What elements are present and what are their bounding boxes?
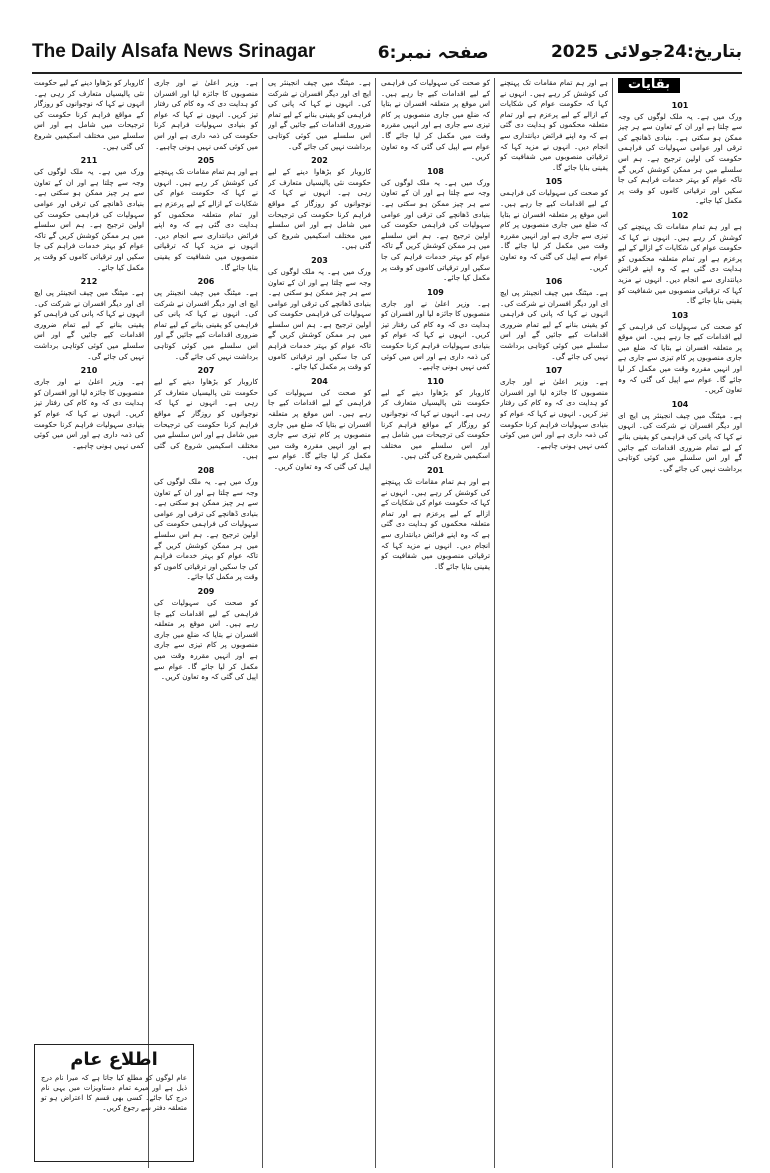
article-number: 203 <box>311 255 328 265</box>
column-divider <box>494 78 495 1168</box>
article-text: کو صحت کی سہولیات کی فراہمی کے لیے اقدامات کیے جا رہے ہیں۔ اس موقع پر متعلقہ افسران نے بتایا کہ ضلع میں جاری منصوبوں پر کام تیزی سے جاری ہے اور انہیں مقررہ وقت میں مکمل کر لیا جائے گا۔ عوام سے اپیل کی گئی کہ وہ تعاون کریں۔ <box>268 387 371 471</box>
article-text: ہے۔ وزیر اعلیٰ نے اور جاری منصوبوں کا جائزہ لیا اور افسران کو ہدایت دی کہ وہ کام کی رفتار تیز کریں۔ انہوں نے کہا کہ عوام کو بنیادی سہولیات فراہم کرنا حکومت کی ذمہ داری ہے اور اس میں کوئی کمی نہیں ہونی چاہیے۔ <box>381 298 490 372</box>
article-text: کاروبار کو بڑھاوا دینے کے لیے حکومت نئی پالیسیاں متعارف کر رہی ہے۔ انہوں نے کہا کہ نوجوانوں کو روزگار کے مواقع فراہم کرنا حکومت کی ترجیحات میں شامل ہے اور اس سلسلے میں مختلف اسکیمیں شروع کی گئی ہیں۔ <box>154 377 258 461</box>
column-divider <box>148 78 149 1168</box>
article-number: 201 <box>427 466 444 475</box>
article-text: کو صحت کی سہولیات کی فراہمی کے لیے اقدامات کیے جا رہے ہیں۔ اس موقع پر متعلقہ افسران نے بتایا کہ ضلع میں جاری منصوبوں پر کام تیزی سے جاری ہے اور انہیں مقررہ وقت میں مکمل کر لیا جائے گا۔ عوام سے اپیل کی گئی کہ وہ تعاون کریں۔ <box>618 321 742 395</box>
article-text: کاروبار کو بڑھاوا دینے کے لیے حکومت نئی پالیسیاں متعارف کر رہی ہے۔ انہوں نے کہا کہ نوجوانوں کو روزگار کے مواقع فراہم کرنا حکومت کی ترجیحات میں شامل ہے اور اس سلسلے میں مختلف اسکیمیں شروع کی گئی ہیں۔ <box>381 387 490 461</box>
masthead <box>32 32 742 74</box>
article-text: ورک میں ہے۔ یہ ملک لوگوں کی وجہ سے چلتا ہے اور ان کے تعاون سے ہر چیز ممکن ہو سکتی ہے۔ بنیادی ڈھانچے کی ترقی اور عوامی سہولیات کی فراہمی حکومت کی اولین ترجیح ہے۔ ہم اس سلسلے میں ہر ممکن کوشش کریں گے تاکہ عوام کو بہتر خدمات فراہم کی جا سکیں اور ترقیاتی کاموں کو وقت پر مکمل کیا جائے۔ <box>34 167 144 272</box>
article-number: 110 <box>427 376 444 386</box>
column-divider <box>375 78 376 1168</box>
article-text: ہے اور ہم تمام مقامات تک پہنچنے کی کوشش کر رہے ہیں۔ انہوں نے کہا کہ حکومت عوام کی شکایات کے ازالے کے لیے پرعزم ہے اور تمام متعلقہ محکموں کو ہدایت دی گئی ہے کہ وہ اپنے فرائض دیانتداری سے انجام دیں۔ انہوں نے مزید کہا کہ ترقیاتی منصوبوں میں شفافیت کو یقینی بنایا جائے گا۔ <box>154 167 258 272</box>
public-notice-text: عام لوگوں کو مطلع کیا جاتا ہے کہ میرا نام درج ذیل ہے اور میرے تمام دستاویزات میں یہی نام درج کیا جائے۔ کسی بھی قسم کا اعتراض ہو تو متعلقہ دفتر سے رجوع کریں۔ <box>41 1074 187 1112</box>
article-text: ہے۔ میٹنگ میں چیف انجینئر پی ایچ ای اور دیگر افسران نے شرکت کی۔ انہوں نے کہا کہ پانی کی فراہمی کو یقینی بنانے کے لیے تمام ضروری اقدامات کیے جائیں گے اور اس سلسلے میں کوئی کوتاہی برداشت نہیں کی جائے گی۔ <box>34 288 144 361</box>
article-number: 207 <box>197 366 215 376</box>
section-heading-baqiyat: بقایات <box>618 78 680 93</box>
article-text: ہے اور ہم تمام مقامات تک پہنچنے کی کوشش کر رہے ہیں۔ انہوں نے کہا کہ حکومت عوام کی شکایات کے ازالے کے لیے پرعزم ہے اور تمام متعلقہ محکموں کو ہدایت دی گئی ہے کہ وہ اپنے فرائض دیانتداری سے انجام دیں۔ انہوں نے مزید کہا کہ ترقیاتی منصوبوں میں شفافیت کو یقینی بنایا جائے گا۔ <box>381 477 490 571</box>
column-divider <box>612 78 613 1168</box>
article-text: ورک میں ہے۔ یہ ملک لوگوں کی وجہ سے چلتا ہے اور ان کے تعاون سے ہر چیز ممکن ہو سکتی ہے۔ بنیادی ڈھانچے کی ترقی اور عوامی سہولیات کی فراہمی حکومت کی اولین ترجیح ہے۔ ہم اس سلسلے میں ہر ممکن کوشش کریں گے تاکہ عوام کو بہتر خدمات فراہم کی جا سکیں اور ترقیاتی کاموں کو وقت پر مکمل کیا جائے۔ <box>154 477 258 582</box>
article-text: کو صحت کی سہولیات کی فراہمی کے لیے اقدامات کیے جا رہے ہیں۔ اس موقع پر متعلقہ افسران نے بتایا کہ ضلع میں جاری منصوبوں پر کام تیزی سے جاری ہے اور انہیں مقررہ وقت میں مکمل کر لیا جائے گا۔ عوام سے اپیل کی گئی کہ وہ تعاون کریں۔ <box>154 597 258 682</box>
article-column-3 <box>381 78 490 1168</box>
article-number: 105 <box>545 177 563 187</box>
article-column-1 <box>618 78 742 1168</box>
article-text: ہے۔ میٹنگ میں چیف انجینئر پی ایچ ای اور دیگر افسران نے شرکت کی۔ انہوں نے کہا کہ پانی کی فراہمی کو یقینی بنانے کے لیے تمام ضروری اقدامات کیے جائیں گے اور اس سلسلے میں کوئی کوتاہی برداشت نہیں کی جائے گی۔ <box>500 288 608 361</box>
article-text: ہے۔ وزیر اعلیٰ نے اور جاری منصوبوں کا جائزہ لیا اور افسران کو ہدایت دی کہ وہ کام کی رفتار تیز کریں۔ انہوں نے کہا کہ عوام کو بنیادی سہولیات فراہم کرنا حکومت کی ذمہ داری ہے اور اس میں کوئی کمی نہیں ہونی چاہیے۔ <box>500 377 608 450</box>
article-number: 209 <box>197 586 215 596</box>
public-notice-box <box>34 1044 194 1162</box>
article-number: 109 <box>427 287 444 297</box>
article-text: ہے۔ وزیر اعلیٰ نے اور جاری منصوبوں کا جائزہ لیا اور افسران کو ہدایت دی کہ وہ کام کی رفتار تیز کریں۔ انہوں نے کہا کہ عوام کو بنیادی سہولیات فراہم کرنا حکومت کی ذمہ داری ہے اور اس میں کوئی کمی نہیں ہونی چاہیے۔ <box>34 377 144 450</box>
article-text: کو صحت کی سہولیات کی فراہمی کے لیے اقدامات کیے جا رہے ہیں۔ اس موقع پر متعلقہ افسران نے بتایا کہ ضلع میں جاری منصوبوں پر کام تیزی سے جاری ہے اور انہیں مقررہ وقت میں مکمل کر لیا جائے گا۔ عوام سے اپیل کی گئی کہ وہ تعاون کریں۔ <box>500 188 608 272</box>
article-column-5 <box>154 78 258 1168</box>
newspaper-title: The Daily Alsafa News Srinagar <box>32 41 316 62</box>
article-text: ورک میں ہے۔ یہ ملک لوگوں کی وجہ سے چلتا ہے اور ان کے تعاون سے ہر چیز ممکن ہو سکتی ہے۔ بنیادی ڈھانچے کی ترقی اور عوامی سہولیات کی فراہمی حکومت کی اولین ترجیح ہے۔ ہم اس سلسلے میں ہر ممکن کوشش کریں گے تاکہ عوام کو بہتر خدمات فراہم کی جا سکیں اور ترقیاتی کاموں کو وقت پر مکمل کیا جائے۔ <box>618 111 742 206</box>
article-text: کاروبار کو بڑھاوا دینے کے لیے حکومت نئی پالیسیاں متعارف کر رہی ہے۔ انہوں نے کہا کہ نوجوانوں کو روزگار کے مواقع فراہم کرنا حکومت کی ترجیحات میں شامل ہے اور اس سلسلے میں مختلف اسکیمیں شروع کی گئی ہیں۔ <box>268 167 371 251</box>
article-text: ہے۔ وزیر اعلیٰ نے اور جاری منصوبوں کا جائزہ لیا اور افسران کو ہدایت دی کہ وہ کام کی رفتار تیز کریں۔ انہوں نے کہا کہ عوام کو بنیادی سہولیات فراہم کرنا حکومت کی ذمہ داری ہے اور اس میں کوئی کمی نہیں ہونی چاہیے۔ <box>154 78 258 151</box>
article-text: ہے۔ میٹنگ میں چیف انجینئر پی ایچ ای اور دیگر افسران نے شرکت کی۔ انہوں نے کہا کہ پانی کی فراہمی کو یقینی بنانے کے لیے تمام ضروری اقدامات کیے جائیں گے اور اس سلسلے میں کوئی کوتاہی برداشت نہیں کی جائے گی۔ <box>154 288 258 361</box>
article-column-4 <box>268 78 371 1168</box>
article-number: 106 <box>545 277 563 287</box>
article-text: ہے اور ہم تمام مقامات تک پہنچنے کی کوشش کر رہے ہیں۔ انہوں نے کہا کہ حکومت عوام کی شکایات کے ازالے کے لیے پرعزم ہے اور تمام متعلقہ محکموں کو ہدایت دی گئی ہے کہ وہ اپنے فرائض دیانتداری سے انجام دیں۔ انہوں نے مزید کہا کہ ترقیاتی منصوبوں میں شفافیت کو یقینی بنایا جائے گا۔ <box>618 221 742 306</box>
article-number: 208 <box>197 466 215 475</box>
article-text: ہے اور ہم تمام مقامات تک پہنچنے کی کوشش کر رہے ہیں۔ انہوں نے کہا کہ حکومت عوام کی شکایات کے ازالے کے لیے پرعزم ہے اور تمام متعلقہ محکموں کو ہدایت دی گئی ہے کہ وہ اپنے فرائض دیانتداری سے انجام دیں۔ انہوں نے مزید کہا کہ ترقیاتی منصوبوں میں شفافیت کو یقینی بنایا جائے گا۔ <box>500 78 608 172</box>
article-number: 102 <box>671 210 689 220</box>
article-number: 108 <box>427 166 444 176</box>
article-number: 107 <box>545 366 563 376</box>
issue-date: بتاریخ:24جولائی 2025 <box>550 42 742 62</box>
article-number: 101 <box>671 100 689 110</box>
article-column-6 <box>34 78 144 1008</box>
article-text: ورک میں ہے۔ یہ ملک لوگوں کی وجہ سے چلتا ہے اور ان کے تعاون سے ہر چیز ممکن ہو سکتی ہے۔ بنیادی ڈھانچے کی ترقی اور عوامی سہولیات کی فراہمی حکومت کی اولین ترجیح ہے۔ ہم اس سلسلے میں ہر ممکن کوشش کریں گے تاکہ عوام کو بہتر خدمات فراہم کی جا سکیں اور ترقیاتی کاموں کو وقت پر مکمل کیا جائے۔ <box>381 177 490 283</box>
article-number: 103 <box>671 310 689 320</box>
column-divider <box>262 78 263 1168</box>
article-number: 206 <box>197 277 215 287</box>
article-number: 204 <box>311 376 328 386</box>
article-number: 104 <box>671 399 689 409</box>
article-text: کو صحت کی سہولیات کی فراہمی کے لیے اقدامات کیے جا رہے ہیں۔ اس موقع پر متعلقہ افسران نے بتایا کہ ضلع میں جاری منصوبوں پر کام تیزی سے جاری ہے اور انہیں مقررہ وقت میں مکمل کر لیا جائے گا۔ عوام سے اپیل کی گئی کہ وہ تعاون کریں۔ <box>381 78 490 162</box>
article-text: ورک میں ہے۔ یہ ملک لوگوں کی وجہ سے چلتا ہے اور ان کے تعاون سے ہر چیز ممکن ہو سکتی ہے۔ بنیادی ڈھانچے کی ترقی اور عوامی سہولیات کی فراہمی حکومت کی اولین ترجیح ہے۔ ہم اس سلسلے میں ہر ممکن کوشش کریں گے تاکہ عوام کو بہتر خدمات فراہم کی جا سکیں اور ترقیاتی کاموں کو وقت پر مکمل کیا جائے۔ <box>268 266 371 372</box>
article-number: 211 <box>80 156 98 166</box>
article-text: ہے۔ میٹنگ میں چیف انجینئر پی ایچ ای اور دیگر افسران نے شرکت کی۔ انہوں نے کہا کہ پانی کی فراہمی کو یقینی بنانے کے لیے تمام ضروری اقدامات کیے جائیں گے اور اس سلسلے میں کوئی کوتاہی برداشت نہیں کی جائے گی۔ <box>618 410 742 473</box>
page-number: صفحہ نمبر:6 <box>377 42 489 63</box>
article-number: 205 <box>197 156 215 166</box>
article-column-2 <box>500 78 608 1168</box>
article-number: 210 <box>80 366 98 376</box>
article-text: ہے۔ میٹنگ میں چیف انجینئر پی ایچ ای اور دیگر افسران نے شرکت کی۔ انہوں نے کہا کہ پانی کی فراہمی کو یقینی بنانے کے لیے تمام ضروری اقدامات کیے جائیں گے اور اس سلسلے میں کوئی کوتاہی برداشت نہیں کی جائے گی۔ <box>268 78 371 151</box>
public-notice-title: اطلاع عام <box>70 1049 158 1070</box>
article-text: کاروبار کو بڑھاوا دینے کے لیے حکومت نئی پالیسیاں متعارف کر رہی ہے۔ انہوں نے کہا کہ نوجوانوں کو روزگار کے مواقع فراہم کرنا حکومت کی ترجیحات میں شامل ہے اور اس سلسلے میں مختلف اسکیمیں شروع کی گئی ہیں۔ <box>34 78 144 151</box>
article-number: 202 <box>311 156 328 166</box>
article-number: 212 <box>80 277 98 287</box>
